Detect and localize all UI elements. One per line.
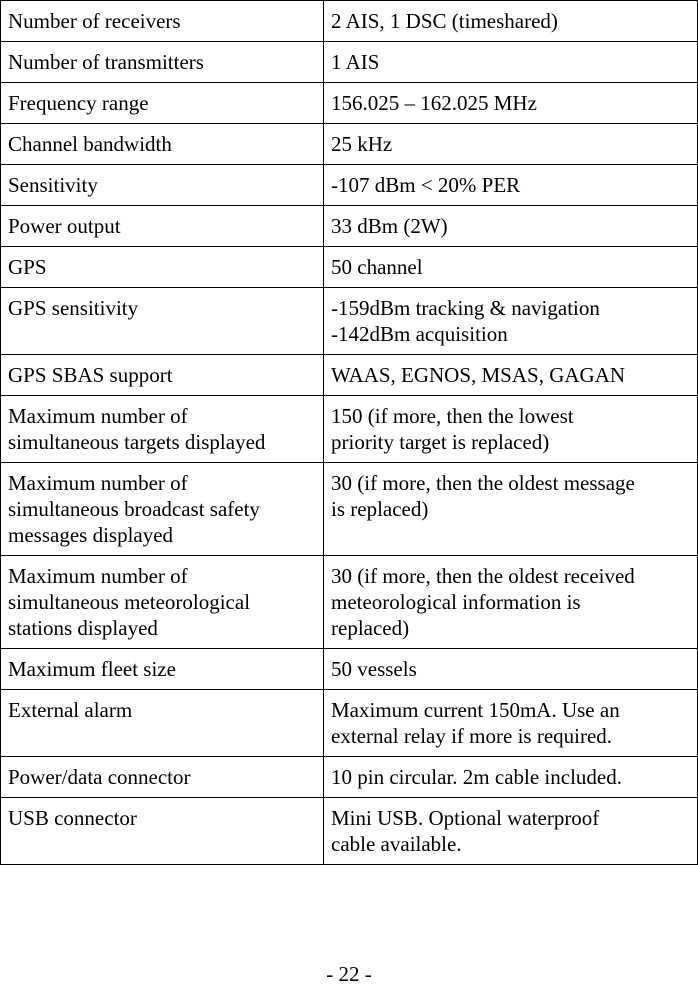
table-row bbox=[1, 288, 698, 355]
table-row bbox=[1, 247, 698, 288]
spec-value-cell bbox=[324, 124, 698, 165]
spec-label: Number of transmitters bbox=[8, 50, 204, 74]
spec-label: Power/data connector bbox=[8, 765, 191, 789]
spec-label: Number of receivers bbox=[8, 9, 181, 33]
spec-value-cell bbox=[324, 556, 698, 649]
spec-label: GPS bbox=[8, 255, 47, 279]
spec-value: WAAS, EGNOS, MSAS, GAGAN bbox=[331, 363, 626, 387]
table-row bbox=[1, 798, 698, 865]
spec-label-cell bbox=[1, 83, 324, 124]
table-row bbox=[1, 355, 698, 396]
spec-label-cell bbox=[1, 1, 324, 42]
table-row bbox=[1, 124, 698, 165]
spec-value-cell bbox=[324, 165, 698, 206]
spec-value: 30 (if more, then the oldest message is replaced) bbox=[331, 471, 635, 521]
table-row bbox=[1, 757, 698, 798]
spec-label-cell bbox=[1, 396, 324, 463]
table-row bbox=[1, 396, 698, 463]
spec-label-cell bbox=[1, 206, 324, 247]
spec-label-cell bbox=[1, 798, 324, 865]
page-number: - 22 - bbox=[326, 962, 372, 986]
spec-value: 1 AIS bbox=[331, 50, 380, 74]
spec-label: Maximum number of simultaneous targets displayed bbox=[8, 404, 266, 454]
spec-label: Sensitivity bbox=[8, 173, 98, 197]
table-row bbox=[1, 649, 698, 690]
spec-label: GPS sensitivity bbox=[8, 296, 139, 320]
spec-value: 2 AIS, 1 DSC (timeshared) bbox=[331, 9, 558, 33]
spec-label-cell bbox=[1, 355, 324, 396]
spec-value: 150 (if more, then the lowest priority target is replaced) bbox=[331, 404, 574, 454]
spec-value-cell bbox=[324, 83, 698, 124]
spec-label: GPS SBAS support bbox=[8, 363, 173, 387]
spec-label: USB connector bbox=[8, 806, 137, 830]
spec-label-cell bbox=[1, 165, 324, 206]
spec-label: Maximum number of simultaneous meteorological stations displayed bbox=[8, 564, 251, 640]
table-row bbox=[1, 1, 698, 42]
spec-value-cell bbox=[324, 463, 698, 556]
spec-value-cell bbox=[324, 288, 698, 355]
spec-value-cell bbox=[324, 355, 698, 396]
spec-value: 156.025 – 162.025 MHz bbox=[331, 91, 537, 115]
spec-value-cell bbox=[324, 649, 698, 690]
spec-value-cell bbox=[324, 1, 698, 42]
spec-label-cell bbox=[1, 124, 324, 165]
spec-value: 50 vessels bbox=[331, 657, 417, 681]
spec-value: Maximum current 150mA. Use an external relay if more is required. bbox=[331, 698, 620, 748]
spec-label-cell bbox=[1, 649, 324, 690]
spec-label-cell bbox=[1, 556, 324, 649]
table-row bbox=[1, 206, 698, 247]
spec-label-cell bbox=[1, 757, 324, 798]
spec-value: 10 pin circular. 2m cable included. bbox=[331, 765, 622, 789]
specifications-table-body bbox=[1, 1, 698, 865]
spec-label-cell bbox=[1, 288, 324, 355]
spec-label-cell bbox=[1, 463, 324, 556]
table-row bbox=[1, 165, 698, 206]
spec-label: Maximum number of simultaneous broadcast safety messages displayed bbox=[8, 471, 260, 547]
spec-label-cell bbox=[1, 690, 324, 757]
spec-value-cell bbox=[324, 247, 698, 288]
spec-label-cell bbox=[1, 42, 324, 83]
table-row bbox=[1, 690, 698, 757]
spec-value-cell bbox=[324, 206, 698, 247]
spec-label: Channel bandwidth bbox=[8, 132, 172, 156]
spec-label: Frequency range bbox=[8, 91, 149, 115]
spec-value: Mini USB. Optional waterproof cable available. bbox=[331, 806, 600, 856]
table-row bbox=[1, 83, 698, 124]
spec-label: Maximum fleet size bbox=[8, 657, 176, 681]
spec-value: 30 (if more, then the oldest received meteorological information is replaced) bbox=[331, 564, 635, 640]
spec-value: 50 channel bbox=[331, 255, 423, 279]
spec-value-cell bbox=[324, 690, 698, 757]
spec-value: -159dBm tracking & navigation -142dBm acquisition bbox=[331, 296, 600, 346]
spec-label: External alarm bbox=[8, 698, 133, 722]
table-row bbox=[1, 42, 698, 83]
spec-value: -107 dBm < 20% PER bbox=[331, 173, 521, 197]
spec-value-cell bbox=[324, 396, 698, 463]
spec-value: 33 dBm (2W) bbox=[331, 214, 448, 238]
spec-value-cell bbox=[324, 757, 698, 798]
spec-label-cell bbox=[1, 247, 324, 288]
spec-value-cell bbox=[324, 798, 698, 865]
spec-value-cell bbox=[324, 42, 698, 83]
spec-label: Power output bbox=[8, 214, 121, 238]
spec-value: 25 kHz bbox=[331, 132, 393, 156]
table-row bbox=[1, 463, 698, 556]
table-row bbox=[1, 556, 698, 649]
